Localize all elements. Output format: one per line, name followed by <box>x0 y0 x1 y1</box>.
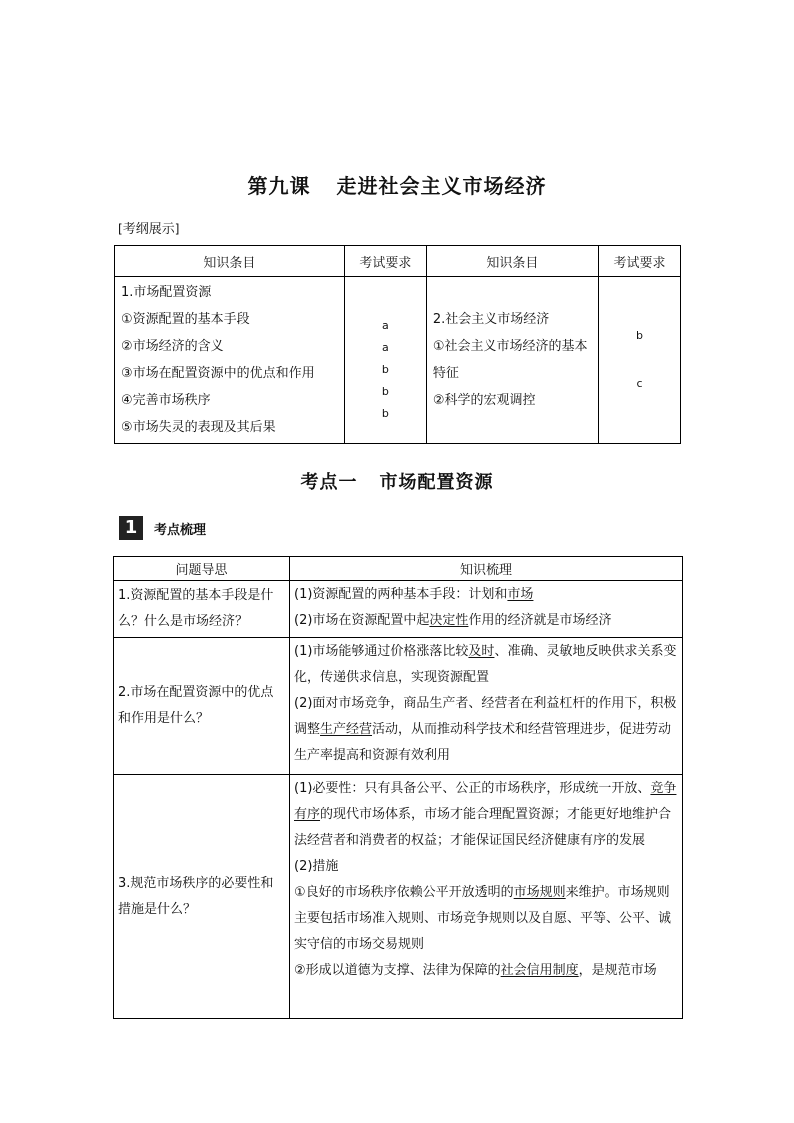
syllabus-table <box>114 245 681 444</box>
answer-cell <box>290 775 683 1019</box>
key-term: 竞争有序 <box>294 781 677 822</box>
answer-line: (1)市场能够通过价格涨落比较及时、准确、灵敏地反映供求关系变化，传递供求信息，实现资源配置 <box>294 644 677 685</box>
right-levels-cell <box>598 277 680 444</box>
answer-cell <box>290 638 683 775</box>
header-knowledge: 知识梳理 <box>290 557 683 581</box>
header-requirement-2: 考试要求 <box>598 246 680 277</box>
outline-tag: [考纲展示] <box>118 222 180 237</box>
header-requirement: 考试要求 <box>344 246 426 277</box>
knowledge-header-row <box>114 557 683 581</box>
section-badge-icon: 1 <box>119 516 143 540</box>
header-knowledge-item: 知识条目 <box>115 246 345 277</box>
level-value: b <box>635 329 643 342</box>
question-cell: 1.资源配置的基本手段是什么？什么是市场经济？ <box>114 581 290 638</box>
list-item: ②科学的宏观调控 <box>432 393 536 408</box>
table-row <box>114 775 683 1019</box>
answer-line: (1)资源配置的两种基本手段：计划和市场 <box>294 587 534 602</box>
list-item: 2.社会主义市场经济 <box>432 312 550 327</box>
list-item: 1.市场配置资源 <box>121 285 212 300</box>
answer-line: ②形成以道德为支撑、法律为保障的社会信用制度，是规范市场 <box>294 963 657 978</box>
level-value: b <box>381 407 389 420</box>
answer-line: (2)市场在资源配置中起决定性作用的经济就是市场经济 <box>294 613 612 628</box>
list-item: ②市场经济的含义 <box>121 339 224 354</box>
table-row <box>114 581 683 638</box>
right-items-cell <box>426 277 598 444</box>
question-cell: 2.市场在配置资源中的优点和作用是什么？ <box>114 638 290 775</box>
knowledge-table <box>113 556 683 1019</box>
lesson-title <box>0 170 794 199</box>
key-term: 社会信用制度 <box>500 963 579 978</box>
key-term: 市场 <box>507 587 534 602</box>
question-cell: 3.规范市场秩序的必要性和措施是什么？ <box>114 775 290 1019</box>
section-title: 市场配置资源 <box>379 472 494 493</box>
list-item: ①资源配置的基本手段 <box>121 312 250 327</box>
key-term: 决定性 <box>429 613 469 628</box>
left-levels-cell <box>344 277 426 444</box>
key-term: 生产经营 <box>320 722 373 737</box>
header-question: 问题导思 <box>114 557 290 581</box>
outline-tag-text: 考纲展示 <box>122 222 175 237</box>
section-number: 考点一 <box>300 472 358 493</box>
list-item: ③市场在配置资源中的优点和作用 <box>121 366 315 381</box>
lesson-number: 第九课 <box>247 174 311 198</box>
answer-line: (1)必要性：只有具备公平、公正的市场秩序，形成统一开放、竞争有序的现代市场体系，市场才能合理配置资源；才能更好地维护合法经营者和消费者的权益；才能保证国民经济健康有序的发展 <box>294 781 677 848</box>
syllabus-header-row <box>115 246 681 277</box>
answer-line: (2)措施 <box>294 859 339 874</box>
table-row <box>114 638 683 775</box>
section-heading <box>0 468 794 494</box>
header-knowledge-item-2: 知识条目 <box>426 246 598 277</box>
left-items-cell <box>115 277 345 444</box>
syllabus-row <box>115 277 681 444</box>
level-value: c <box>636 377 643 390</box>
lesson-name: 走进社会主义市场经济 <box>336 174 547 198</box>
badge-label: 考点梳理 <box>154 523 207 538</box>
level-value: b <box>381 385 389 398</box>
level-value: a <box>381 341 389 354</box>
level-value: a <box>381 319 389 332</box>
answer-line: ①良好的市场秩序依赖公平开放透明的市场规则来维护。市场规则主要包括市场准入规则、市场竞争规则以及自愿、平等、公平、诚实守信的市场交易规则 <box>294 885 672 952</box>
answer-cell <box>290 581 683 638</box>
answer-line: (2)面对市场竞争，商品生产者、经营者在利益杠杆的作用下，积极调整生产经营活动，从而推动科学技术和经营管理进步，促进劳动生产率提高和资源有效利用 <box>294 696 677 763</box>
list-item: ⑤市场失灵的表现及其后果 <box>121 420 276 435</box>
level-value: b <box>381 363 389 376</box>
list-item: ①社会主义市场经济的基本特征 <box>432 339 588 381</box>
list-item: ④完善市场秩序 <box>121 393 211 408</box>
key-term: 市场规则 <box>513 885 566 900</box>
key-term: 及时 <box>468 644 495 659</box>
